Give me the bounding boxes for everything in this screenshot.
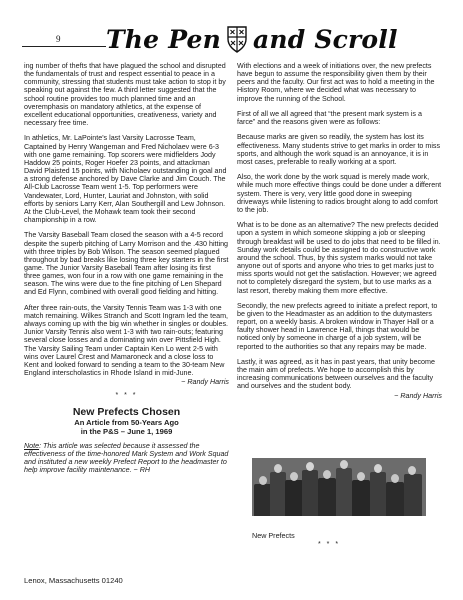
- article-subtitle: An Article from 50-Years Ago: [74, 417, 179, 427]
- note-label: Note: [24, 441, 40, 450]
- section-divider: * * *: [115, 391, 138, 399]
- school-crest-icon: [226, 25, 248, 53]
- left-column: [24, 62, 229, 482]
- paragraph: What is to be done as an alternative? The new prefects decided upon a system in which someone skipping a job or sleeping through breakfast will be used to do jobs that need to be filled in. Sunday work details could be assigned to do constructive work around the school. Thus, by this system marks would not take anyone out of sports and anyone who tries to get marks just to miss sports would not get the satisfaction. However; we agreed not to completely disregard the system, but to use marks as a last resort, thereby making them more effective.: [237, 221, 441, 295]
- paragraph: Also, the work done by the work squad is merely made work, while much more effective things could be done under a different system. There is very, very little good done in sweeping driveways while listening to radios brought along to add comfort to the job.: [237, 173, 442, 214]
- author-signature: ~ Randy Harris: [181, 378, 229, 387]
- author-signature: ~ Randy Harris: [394, 391, 442, 400]
- right-column: [237, 62, 442, 405]
- prefects-group-photo: [252, 458, 426, 516]
- newsletter-title: [106, 22, 446, 56]
- paragraph: The Varsity Baseball Team closed the season with a 4-5 record despite the superb pitching of Larry Morrison and the .430 hitting with three triples by Bob Wilson. The season seemed plagued throughout by bad breaks like losing three key starters in the first game. The Junior Varsity Baseball Team after losing its first three games, won four in a row with one game remaining in the season. The wins were due to the fine pitching of Len Shepard and Ed Flynn, combined with overall good fielding and hitting.: [24, 231, 229, 297]
- paragraph: After three rain-outs, the Varsity Tennis Team was 1-3 with one match remaining. Wilkes Stranch and Scott Ingram led the team, always coming up with the big win whether in singles or doubles. Junior Varsity Tennis also went 1-3 with two rain-outs; featuring several close losses and a dominating win over Pittsfield High. The Varsity Sailing Team under Captain Ken Lo went 2-5 with wins over Laurel Crest and Mamaroneck and a close loss to Kent and looked forward to sending a team to the 30-team New England interscholastics in Rhode Island in mid-June.: [24, 303, 229, 378]
- paragraph: Lastly, it was agreed, as it has in past years, that unity become the main aim of prefects. We hope to accomplish this by increasing communications between ourselves and the faculty and ourselves and the student body.: [237, 357, 435, 391]
- article-heading: [24, 406, 229, 436]
- page-number: 9: [56, 34, 61, 44]
- masthead: [22, 18, 442, 60]
- paragraph: Because marks are given so readily, the system has lost its effectiveness. Many students strive to get marks in order to miss sports, and although the work squad is an annoyance, it is in most cases, preferable to really working at a sport.: [237, 133, 441, 166]
- photo-caption: New Prefects: [252, 531, 295, 540]
- paragraph: Secondly, the new prefects agreed to initiate a prefect report, to be given to the Headmaster as an addition to the dutymasters report, on a weekly basis. A broken window in Thayer Hall or a faulty shower head in Lawrence Hall, things that would be noticed only by someone in charge of a job system, will be reported to the authorities so that any repairs may be made.: [237, 301, 438, 351]
- title-left: The Pen: [106, 24, 221, 54]
- article-title: New Prefects Chosen: [72, 405, 181, 418]
- footer-address: Lenox, Massachusetts 01240: [24, 576, 123, 585]
- paragraph: With elections and a week of initiations over, the new prefects have begun to assume the responsibility given them by their peers and the faculty. Our first act was to hold a meeting in the History Room, where we decided what was necessary to improve the running of the School.: [237, 62, 435, 103]
- article-date: in the P&S – June 1, 1969: [80, 426, 173, 436]
- paragraph: In athletics, Mr. LaPointe's last Varsity Lacrosse Team, Captained by Henry Wangeman and Fred Nicholaev were 6-3 with one game remaining. Top scorers were midfielders Jody Haddow 25 points, Roger Hoefer 23 points, and attackman David Plaisted 15 points, with Nicholaev outstanding in goal and a strong defense anchored by Dave Clarke and Jim Couch. The All-Club Lacrosse Team went 1-5. Top performers were Vandewater, Lord, Hunter, Lauriat and Johnston, with solid efforts by seniors Larry Kerr, Alan Southergill and Lew Johnson. At the Club-Level, the Mohawk team took their second championship in a row.: [24, 134, 227, 224]
- editor-note: [24, 442, 229, 475]
- note-text: : This article was selected because it assessed the effectiveness of the time-honored Mark System and Work Squad and instituted a new weekly Prefect Report to the headmaster to help improve facility maintenance. ~ RH: [24, 441, 229, 475]
- paragraph: ing number of thefts that have plagued the school and disrupted the fundamentals of trust and respect essential to peace in a community, stressing that students must take action to stop it by speaking out against the few. A third letter suggested that the school routine provides too much planned time and an overemphasis on mandatory athletics, at the expense of excellent educational opportunities, creativeness, variety and necessary free time.: [24, 62, 226, 128]
- paragraph: First of all we all agreed that “the present mark system is a farce” and the reasons given were as follows:: [237, 109, 422, 127]
- section-divider: * * *: [318, 541, 341, 548]
- title-right: and Scroll: [253, 24, 398, 54]
- masthead-rule: [22, 46, 106, 47]
